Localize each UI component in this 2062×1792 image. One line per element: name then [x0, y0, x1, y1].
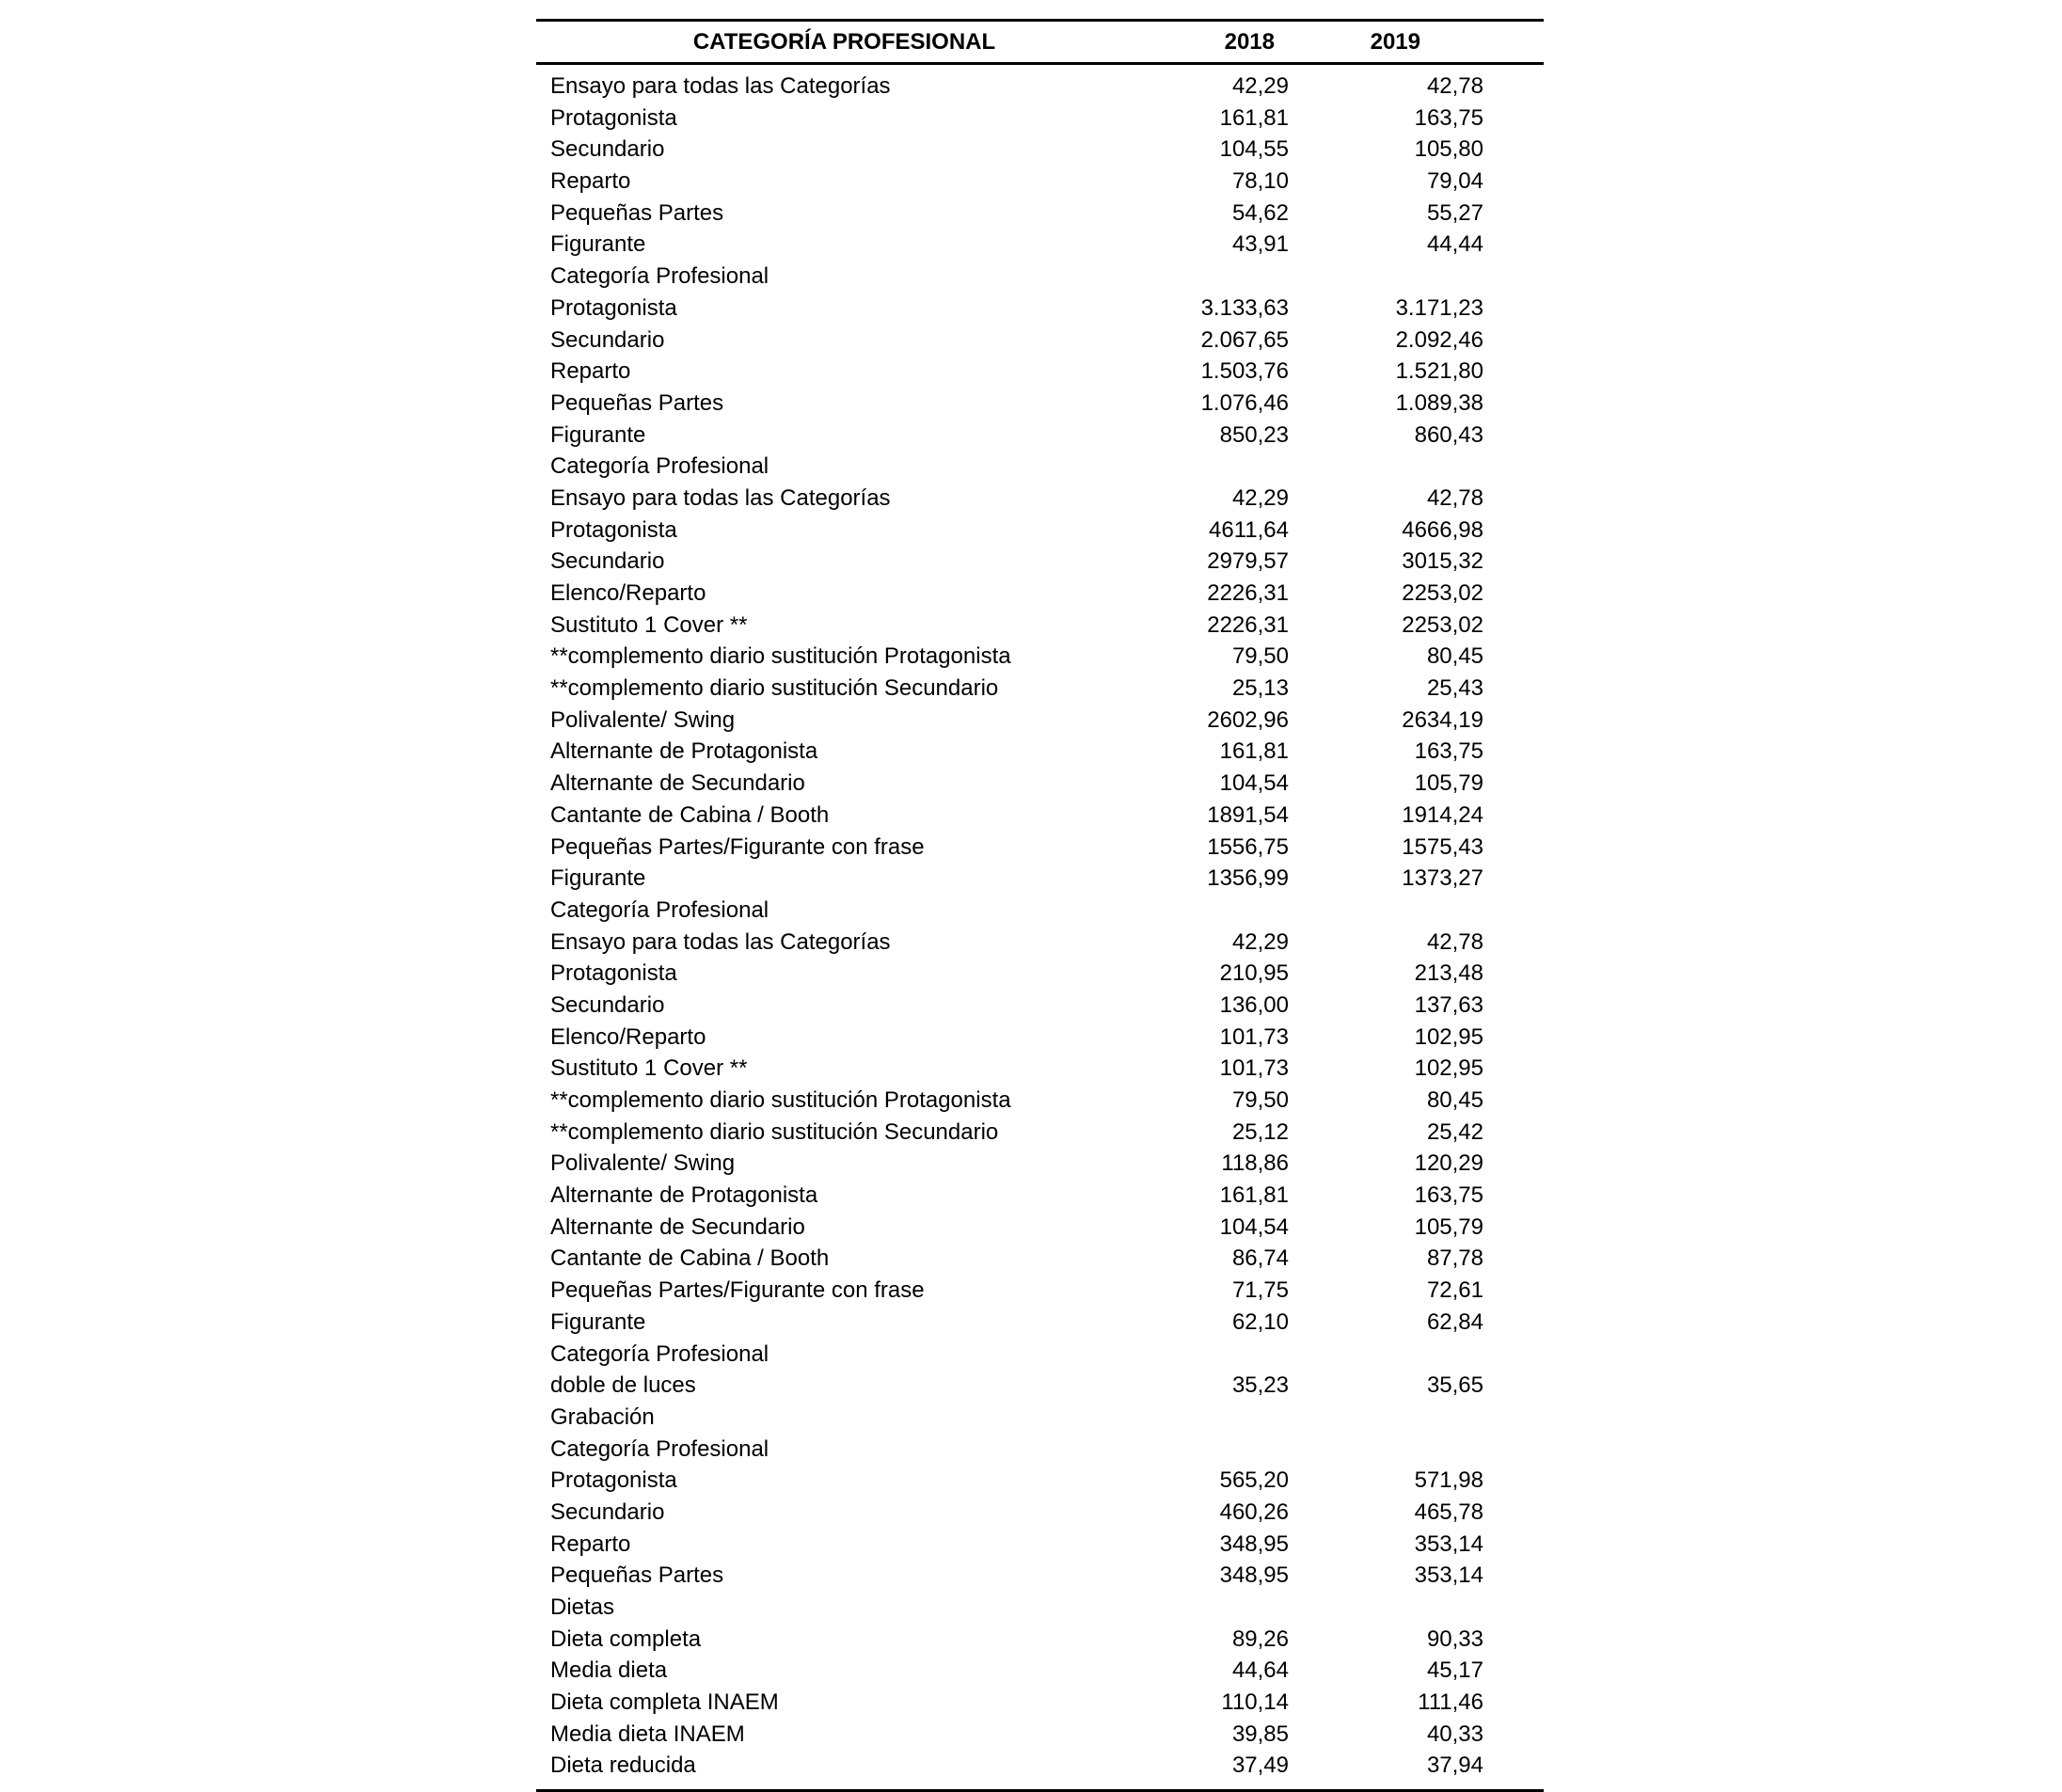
- row-value-2019: 1575,43: [1402, 833, 1483, 860]
- row-label: Reparto: [550, 358, 631, 385]
- row-label: Categoría Profesional: [550, 1435, 769, 1462]
- table-row: [536, 1022, 1544, 1054]
- row-value-2019: 90,33: [1426, 1625, 1483, 1652]
- row-label: Media dieta: [550, 1657, 668, 1684]
- salary-table: [536, 19, 1544, 1792]
- row-value-2019: 55,27: [1426, 199, 1483, 226]
- row-value-2018: 565,20: [1219, 1467, 1289, 1494]
- row-label: Secundario: [550, 136, 665, 163]
- row-value-2018: 1891,54: [1207, 801, 1289, 828]
- table-row: [536, 1243, 1544, 1275]
- row-label: Grabación: [550, 1403, 655, 1430]
- row-value-2018: 79,50: [1231, 643, 1289, 670]
- table-row: [536, 1339, 1544, 1371]
- row-value-2018: 850,23: [1219, 421, 1289, 448]
- row-value-2018: 25,12: [1231, 1118, 1289, 1145]
- row-value-2019: 2.092,46: [1395, 326, 1483, 353]
- table-row: [536, 1307, 1544, 1339]
- row-label: Alternante de Protagonista: [550, 1182, 818, 1209]
- row-value-2019: 102,95: [1414, 1055, 1483, 1082]
- row-value-2018: 118,86: [1221, 1150, 1289, 1177]
- table-row: [536, 261, 1544, 293]
- table-row: [536, 800, 1544, 832]
- row-label: Secundario: [550, 991, 665, 1018]
- header-year-2018: 2018: [1224, 28, 1275, 55]
- table-row: [536, 1529, 1544, 1561]
- row-value-2019: 44,44: [1426, 231, 1483, 258]
- row-label: Protagonista: [550, 294, 677, 321]
- row-value-2019: 3015,32: [1402, 548, 1483, 575]
- row-label: Elenco/Reparto: [550, 1023, 706, 1050]
- row-value-2019: 42,78: [1426, 484, 1483, 511]
- row-value-2019: 105,80: [1414, 136, 1483, 163]
- row-value-2018: 44,64: [1231, 1657, 1289, 1684]
- row-label: Dieta reducida: [550, 1752, 696, 1779]
- table-row: [536, 388, 1544, 420]
- row-value-2018: 43,91: [1231, 231, 1289, 258]
- row-value-2018: 2602,96: [1207, 706, 1289, 733]
- row-value-2018: 136,00: [1219, 991, 1289, 1018]
- table-row: [536, 198, 1544, 230]
- row-label: Ensayo para todas las Categorías: [550, 928, 891, 955]
- row-value-2019: 353,14: [1414, 1562, 1483, 1589]
- row-value-2018: 348,95: [1219, 1562, 1289, 1589]
- row-value-2019: 2253,02: [1402, 611, 1483, 638]
- table-row: [536, 1275, 1544, 1307]
- row-label: Cantante de Cabina / Booth: [550, 801, 830, 828]
- table-row: [536, 515, 1544, 547]
- row-value-2019: 163,75: [1414, 104, 1483, 131]
- table-row: [536, 1370, 1544, 1402]
- row-label: doble de luces: [550, 1372, 696, 1399]
- row-value-2019: 2634,19: [1402, 706, 1483, 733]
- row-label: Pequeñas Partes: [550, 199, 724, 226]
- row-label: Alternante de Protagonista: [550, 738, 818, 765]
- row-value-2018: 35,23: [1231, 1372, 1289, 1399]
- row-label: Protagonista: [550, 1467, 677, 1494]
- row-value-2018: 54,62: [1231, 199, 1289, 226]
- row-value-2019: 4666,98: [1402, 516, 1483, 543]
- table-row: [536, 293, 1544, 325]
- row-label: **complemento diario sustitución Protagonista: [550, 643, 1011, 670]
- row-value-2019: 3.171,23: [1395, 294, 1483, 321]
- row-value-2018: 460,26: [1219, 1499, 1289, 1525]
- row-value-2019: 42,78: [1426, 73, 1483, 99]
- row-label: Categoría Profesional: [550, 453, 769, 480]
- row-value-2018: 110,14: [1221, 1689, 1289, 1716]
- row-label: Polivalente/ Swing: [550, 706, 736, 733]
- table-row: [536, 1687, 1544, 1719]
- row-value-2019: 35,65: [1426, 1372, 1483, 1399]
- row-value-2019: 2253,02: [1402, 580, 1483, 606]
- row-value-2019: 62,84: [1426, 1308, 1483, 1335]
- row-value-2019: 213,48: [1414, 960, 1483, 987]
- row-value-2019: 571,98: [1414, 1467, 1483, 1494]
- table-row: [536, 451, 1544, 483]
- row-value-2018: 1.503,76: [1200, 358, 1289, 385]
- row-value-2018: 104,55: [1219, 136, 1289, 163]
- table-row: [536, 1117, 1544, 1149]
- row-label: **complemento diario sustitución Secundario: [550, 1118, 999, 1145]
- row-value-2019: 163,75: [1414, 1182, 1483, 1209]
- table-row: [536, 736, 1544, 768]
- table-row: [536, 768, 1544, 800]
- row-value-2019: 80,45: [1426, 643, 1483, 670]
- table-row: [536, 103, 1544, 135]
- row-value-2018: 161,81: [1219, 104, 1289, 131]
- row-value-2018: 42,29: [1231, 928, 1289, 955]
- table-row: [536, 1624, 1544, 1656]
- table-row: [536, 1148, 1544, 1180]
- row-value-2019: 860,43: [1414, 421, 1483, 448]
- row-value-2018: 37,49: [1231, 1752, 1289, 1779]
- row-value-2019: 120,29: [1414, 1150, 1483, 1177]
- table-row: [536, 1465, 1544, 1497]
- table-row: [536, 1719, 1544, 1751]
- row-value-2019: 37,94: [1426, 1752, 1483, 1779]
- row-value-2018: 1356,99: [1207, 865, 1289, 892]
- row-label: Ensayo para todas las Categorías: [550, 73, 891, 99]
- row-value-2019: 111,46: [1418, 1689, 1483, 1716]
- row-value-2019: 353,14: [1414, 1530, 1483, 1557]
- row-value-2018: 1.076,46: [1200, 389, 1289, 416]
- row-label: Dieta completa: [550, 1625, 702, 1652]
- table-row: [536, 356, 1544, 388]
- row-value-2018: 2979,57: [1207, 548, 1289, 575]
- table-row: [536, 832, 1544, 864]
- row-label: **complemento diario sustitución Protagonista: [550, 1087, 1011, 1113]
- row-value-2018: 42,29: [1231, 484, 1289, 511]
- table-row: [536, 1212, 1544, 1244]
- row-value-2019: 105,79: [1414, 770, 1483, 797]
- row-value-2018: 42,29: [1231, 73, 1289, 99]
- row-value-2019: 40,33: [1426, 1721, 1483, 1747]
- row-value-2018: 89,26: [1231, 1625, 1289, 1652]
- row-label: Categoría Profesional: [550, 1340, 769, 1367]
- table-row: [536, 641, 1544, 673]
- row-label: Polivalente/ Swing: [550, 1150, 736, 1177]
- row-label: Figurante: [550, 1308, 646, 1335]
- table-row: [536, 483, 1544, 515]
- row-value-2018: 78,10: [1231, 168, 1289, 195]
- table-row: [536, 1497, 1544, 1529]
- table-row: [536, 420, 1544, 452]
- row-label: Sustituto 1 Cover **: [550, 611, 748, 638]
- row-label: Figurante: [550, 421, 646, 448]
- table-row: [536, 610, 1544, 642]
- row-value-2019: 72,61: [1426, 1277, 1483, 1304]
- row-label: Protagonista: [550, 104, 677, 131]
- row-value-2019: 42,78: [1426, 928, 1483, 955]
- table-row: [536, 546, 1544, 578]
- row-value-2018: 62,10: [1231, 1308, 1289, 1335]
- row-label: Categoría Profesional: [550, 896, 769, 923]
- table-row: [536, 1085, 1544, 1117]
- row-value-2019: 87,78: [1426, 1245, 1483, 1272]
- table-row: [536, 1053, 1544, 1085]
- row-value-2019: 79,04: [1426, 168, 1483, 195]
- header-category: CATEGORÍA PROFESIONAL: [692, 28, 996, 55]
- row-value-2019: 45,17: [1426, 1657, 1483, 1684]
- row-label: Sustituto 1 Cover **: [550, 1055, 748, 1082]
- row-value-2018: 4611,64: [1209, 516, 1289, 543]
- row-value-2019: 137,63: [1414, 991, 1483, 1018]
- row-label: Cantante de Cabina / Booth: [550, 1245, 830, 1272]
- table-row: [536, 705, 1544, 737]
- row-value-2018: 3.133,63: [1200, 294, 1289, 321]
- row-value-2018: 2.067,65: [1200, 326, 1289, 353]
- row-label: Protagonista: [550, 516, 677, 543]
- row-value-2019: 163,75: [1414, 738, 1483, 765]
- table-header: [536, 22, 1544, 65]
- row-value-2019: 25,42: [1426, 1118, 1483, 1145]
- row-value-2018: 210,95: [1219, 960, 1289, 987]
- row-label: Secundario: [550, 548, 665, 575]
- table-row: [536, 134, 1544, 166]
- row-value-2019: 465,78: [1414, 1499, 1483, 1525]
- table-row: [536, 578, 1544, 610]
- row-value-2019: 105,79: [1414, 1213, 1483, 1240]
- row-value-2018: 39,85: [1231, 1721, 1289, 1747]
- table-row: [536, 325, 1544, 357]
- row-label: Reparto: [550, 1530, 631, 1557]
- row-label: Elenco/Reparto: [550, 580, 706, 606]
- row-label: Categoría Profesional: [550, 263, 769, 290]
- row-value-2018: 101,73: [1219, 1055, 1289, 1082]
- table-row: [536, 1434, 1544, 1466]
- row-value-2019: 25,43: [1426, 675, 1483, 702]
- table-row: [536, 1180, 1544, 1212]
- row-label: Figurante: [550, 865, 646, 892]
- row-value-2018: 348,95: [1219, 1530, 1289, 1557]
- row-label: Reparto: [550, 168, 631, 195]
- row-label: Media dieta INAEM: [550, 1721, 745, 1747]
- row-value-2018: 161,81: [1219, 1182, 1289, 1209]
- row-value-2018: 2226,31: [1207, 580, 1289, 606]
- row-label: Pequeñas Partes/Figurante con frase: [550, 1277, 925, 1304]
- row-value-2018: 1556,75: [1207, 833, 1289, 860]
- row-value-2019: 102,95: [1414, 1023, 1483, 1050]
- row-label: Secundario: [550, 1499, 665, 1525]
- row-value-2019: 80,45: [1426, 1087, 1483, 1113]
- row-value-2018: 79,50: [1231, 1087, 1289, 1113]
- table-row: [536, 673, 1544, 705]
- row-label: Figurante: [550, 231, 646, 258]
- row-value-2019: 1373,27: [1402, 865, 1483, 892]
- table-row: [536, 958, 1544, 990]
- table-row: [536, 1750, 1544, 1782]
- table-row: [536, 71, 1544, 103]
- table-row: [536, 895, 1544, 927]
- row-value-2019: 1.521,80: [1395, 358, 1483, 385]
- row-label: Protagonista: [550, 960, 677, 987]
- table-row: [536, 863, 1544, 895]
- table-row: [536, 1592, 1544, 1624]
- row-label: Alternante de Secundario: [550, 1213, 805, 1240]
- table-row: [536, 1402, 1544, 1434]
- row-value-2018: 25,13: [1231, 675, 1289, 702]
- table-row: [536, 1560, 1544, 1592]
- table-row: [536, 1655, 1544, 1687]
- row-value-2018: 104,54: [1219, 770, 1289, 797]
- row-value-2018: 104,54: [1219, 1213, 1289, 1240]
- header-year-2019: 2019: [1370, 28, 1420, 55]
- table-body: [536, 65, 1544, 1782]
- row-label: **complemento diario sustitución Secundario: [550, 675, 999, 702]
- row-label: Secundario: [550, 326, 665, 353]
- row-label: Dietas: [550, 1594, 615, 1620]
- table-row: [536, 990, 1544, 1022]
- table-row: [536, 229, 1544, 261]
- row-value-2018: 71,75: [1231, 1277, 1289, 1304]
- row-label: Alternante de Secundario: [550, 770, 805, 797]
- row-label: Pequeñas Partes/Figurante con frase: [550, 833, 925, 860]
- row-value-2019: 1.089,38: [1395, 389, 1483, 416]
- row-label: Dieta completa INAEM: [550, 1689, 779, 1716]
- row-value-2018: 86,74: [1231, 1245, 1289, 1272]
- row-value-2019: 1914,24: [1402, 801, 1483, 828]
- row-label: Pequeñas Partes: [550, 389, 724, 416]
- row-value-2018: 161,81: [1219, 738, 1289, 765]
- table-row: [536, 166, 1544, 198]
- row-value-2018: 2226,31: [1207, 611, 1289, 638]
- row-label: Pequeñas Partes: [550, 1562, 724, 1589]
- row-value-2018: 101,73: [1219, 1023, 1289, 1050]
- row-label: Ensayo para todas las Categorías: [550, 484, 891, 511]
- table-row: [536, 927, 1544, 959]
